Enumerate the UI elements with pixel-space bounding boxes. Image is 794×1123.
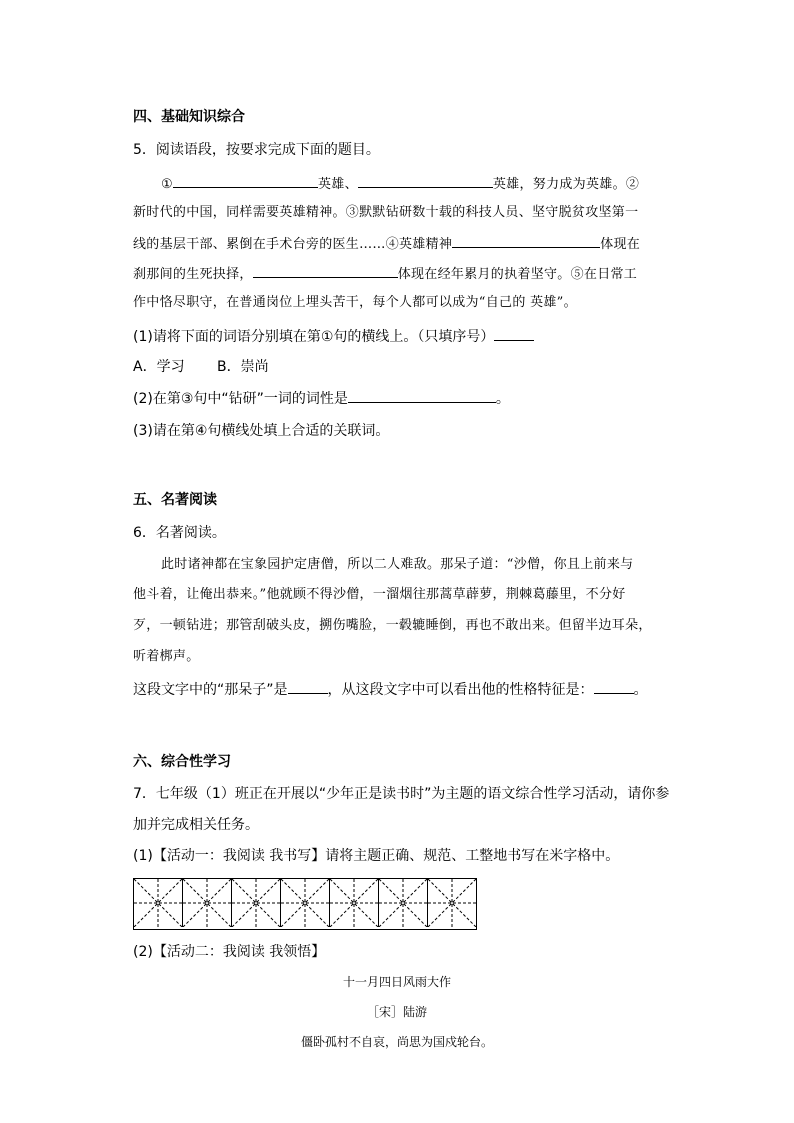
fill-blank-1[interactable]	[173, 173, 318, 188]
answer-blank-5-1[interactable]	[494, 326, 534, 341]
answer-blank-6-1[interactable]	[288, 679, 328, 694]
question-5-stem: 5．阅读语段，按要求完成下面的题目。	[133, 142, 380, 158]
passage-text: 刹那间的生死抉择，	[133, 267, 253, 282]
poem-title: 十一月四日风雨大作	[342, 975, 451, 989]
section-heading-basic-knowledge: 四、基础知识综合	[133, 109, 245, 125]
mi-grid-cell[interactable]	[428, 879, 476, 927]
sub-question-text: 。	[495, 391, 510, 407]
section-heading-classic-reading: 五、名著阅读	[133, 492, 217, 508]
passage-line-5: 作中恪尽职守，在普通岗位上埋头苦干，每个人都可以成为“自己的 英雄”。	[133, 295, 577, 310]
question-7-stem-line-2: 加并完成相关任务。	[133, 817, 259, 833]
section-heading-comprehensive-learning: 六、综合性学习	[133, 754, 231, 770]
question-5-sub-2	[133, 388, 510, 409]
mi-grid-cell[interactable]	[134, 879, 183, 927]
passage-text: 体现在经年累月的执着坚守。⑤在日常工	[397, 267, 638, 282]
fill-blank-3[interactable]	[452, 233, 600, 248]
mi-grid-cell[interactable]	[330, 879, 379, 927]
fill-blank-2[interactable]	[358, 173, 493, 188]
sub-question-text: (2)在第③句中“钻研”一词的词性是	[133, 391, 348, 407]
answer-blank-5-2[interactable]	[348, 388, 496, 403]
mi-grid-cell[interactable]	[281, 879, 330, 927]
passage-text: 英雄，努力成为英雄。②	[492, 177, 640, 192]
question-5-sub-1	[133, 326, 534, 347]
mi-grid-cell[interactable]	[183, 879, 232, 927]
passage-line-1	[161, 173, 639, 195]
passage-text: 线的基层干部、累倒在手术台旁的医生……④英雄精神	[133, 237, 453, 252]
excerpt-line-4: 听着梆声。	[133, 649, 200, 664]
excerpt-line-3: 歹，一顿钻进；那管刮破头皮，搠伤嘴脸，一毂辘睡倒，再也不敢出来。但留半边耳朵，	[133, 618, 652, 633]
passage-line-2: 新时代的中国，同样需要英雄精神。③默默钻研数十载的科技人员、坚守脱贫攻坚第一	[133, 205, 639, 220]
question-text: 这段文字中的“那呆子”是	[133, 682, 288, 698]
passage-text: 体现在	[600, 237, 641, 252]
passage-text: 英雄、	[317, 177, 358, 192]
question-6-prompt	[133, 679, 648, 700]
question-5-options: A．学习 B．崇尚	[133, 359, 269, 375]
passage-line-3	[133, 233, 640, 255]
passage-line-4	[133, 263, 637, 285]
poem-line-1: 僵卧孤村不自哀，尚思为国戍轮台。	[300, 1035, 493, 1049]
question-6-stem: 6．名著阅读。	[133, 525, 226, 541]
mi-grid-cell[interactable]	[379, 879, 428, 927]
question-text: ，从这段文字中可以看出他的性格特征是：	[327, 682, 594, 698]
question-text: 。	[633, 682, 648, 698]
fill-blank-4[interactable]	[253, 263, 398, 278]
excerpt-line-1: 此时诸神都在宝象园护定唐僧，所以二人难敌。那呆子道：“沙僧，你且上前来与	[161, 557, 634, 572]
answer-blank-6-2[interactable]	[594, 679, 634, 694]
excerpt-line-2: 他斗着，让俺出恭来。”他就顾不得沙僧，一溜烟往那蒿草薜萝，荆棘葛藤里，不分好	[133, 587, 626, 602]
sentence-marker: ①	[161, 177, 173, 192]
sub-question-text: (1)请将下面的词语分别填在第①句的横线上。（只填序号）	[133, 329, 495, 345]
question-7-stem-line-1: 7．七年级（1）班正在开展以“少年正是读书时”为主题的语文综合性学习活动，请你参	[133, 786, 670, 802]
question-7-sub-1: (1)【活动一：我阅读 我书写】请将主题正确、规范、工整地书写在米字格中。	[133, 848, 620, 864]
mi-character-grid	[133, 878, 477, 930]
poem-author: ［宋］陆游	[366, 1005, 427, 1019]
question-7-sub-2: (2)【活动二：我阅读 我领悟】	[133, 944, 326, 960]
question-5-sub-3: (3)请在第④句横线处填上合适的关联词。	[133, 423, 390, 439]
mi-grid-cell[interactable]	[232, 879, 281, 927]
